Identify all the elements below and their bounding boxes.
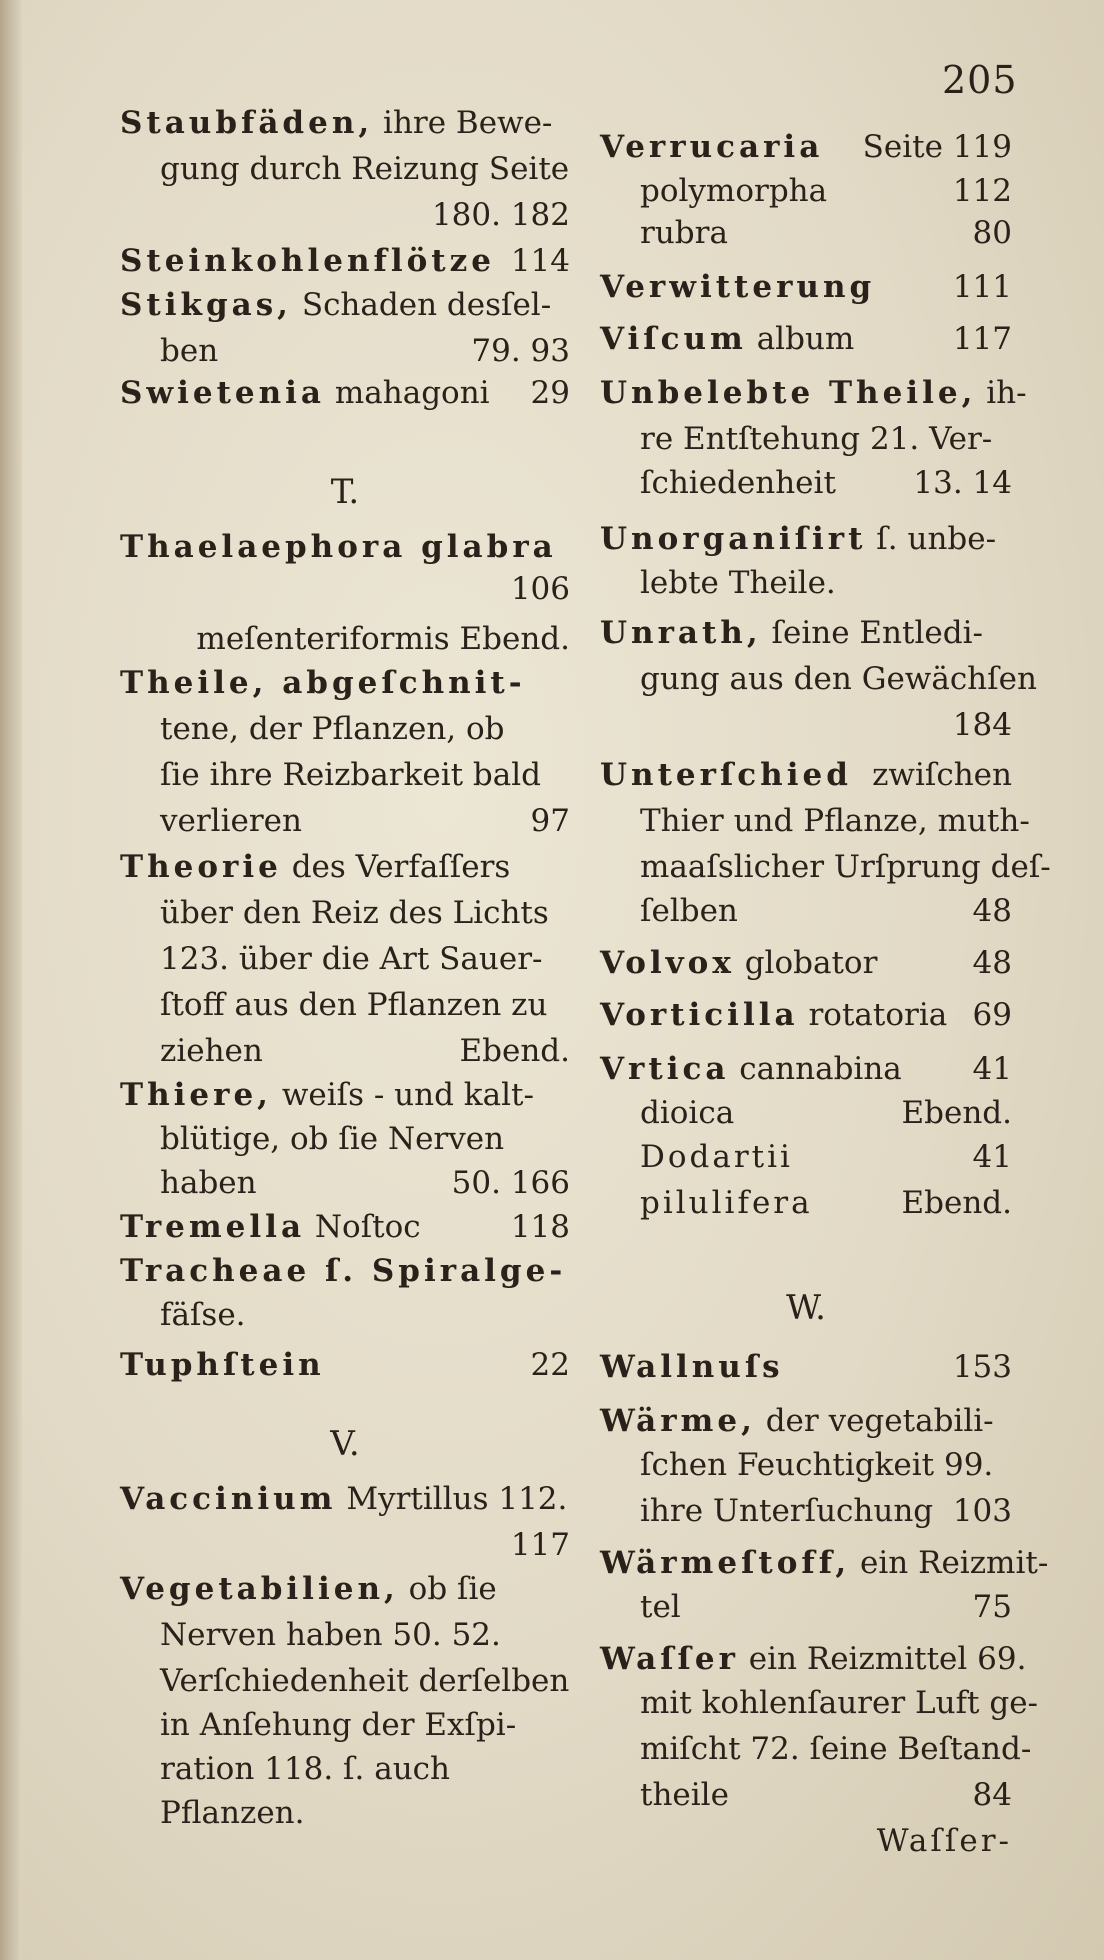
entry-line: ihre Unterſuchung 103 [640,1493,1012,1529]
entry-line: 106 [510,571,570,607]
entry-unbelebte: Unbelebte Theile, ih- [600,375,1027,411]
entry-line: lebte Theile. [640,565,836,601]
entry-line: gung aus den Gewächſen [640,661,1037,697]
entry-line: miſcht 72. ſeine Beſtand- [640,1731,1032,1767]
entry-vaccinium: Vaccinium Myrtillus 112. [120,1481,568,1517]
entry-line: gung durch Reizung Seite [160,151,570,187]
entry-line: ziehen Ebend. [160,1033,570,1069]
entry-viscum: Viſcum album 117 [600,321,1012,357]
entry-tremella: Tremella Noſtoc 118 [120,1209,570,1245]
entry-line: Nerven haben 50. 52. [160,1617,501,1653]
entry-line: maaſslicher Urſprung deſ- [640,849,1051,885]
entry-line: blütige, ob ſie Nerven [160,1121,505,1157]
entry-line: Pflanzen. [160,1795,305,1831]
entry-tracheae: Tracheae ſ. Spiralge- [120,1253,567,1289]
entry-dodartii: Dodartii 41 [640,1139,1012,1175]
entry-line: ration 118. ſ. auch [160,1751,450,1787]
entry-line: Thier und Pflanze, muth- [640,803,1030,839]
entry-line: ſelben 48 [640,893,1012,929]
catchword: Waſſer- [876,1823,1012,1859]
entry-volvox: Volvox globator 48 [600,945,1012,981]
page-spine-shadow [0,0,22,1960]
entry-line: ſie ihre Reizbarkeit bald [160,757,542,793]
entry-line: 117 [510,1527,570,1563]
entry-wallnuss: Wallnuſs 153 [600,1349,1012,1385]
entry-unorganisirt: Unorganiſirt ſ. unbe- [600,521,997,557]
entry-polymorpha: polymorpha 112 [640,173,1012,209]
entry-dioica: dioica Ebend. [640,1095,1012,1131]
entry-vorticilla: Vorticilla rotatoria 69 [600,997,1012,1033]
entry-stikgas: Stikgas, Schaden desſel- [120,287,552,323]
entry-line: ſchen Feuchtigkeit 99. [640,1447,994,1483]
entry-line: ben 79. 93 [160,333,570,369]
entry-line: tel 75 [640,1589,1012,1625]
entry-line: in Anſehung der Exſpi- [160,1707,517,1743]
entry-line: 123. über die Art Sauer- [160,941,543,977]
entry-line: theile 84 [640,1777,1012,1813]
page-number: 205 [942,58,1018,102]
entry-line: re Entſtehung 21. Ver- [640,421,993,457]
section-heading-w: W. [786,1288,826,1328]
entry-line: über den Reiz des Lichts [160,895,549,931]
entry-staubfaeden: Staubfäden, ihre Bewe- [120,105,553,141]
entry-thaelaephora: Thaelaephora glabra [120,529,557,565]
section-heading-t: T. [330,472,360,512]
entry-line: tene, der Pflanzen, ob [160,711,505,747]
entry-tuphstein: Tuphſtein 22 [120,1347,570,1383]
entry-theorie: Theorie des Verfaſſers [120,849,511,885]
entry-unrath: Unrath, ſeine Entledi- [600,615,983,651]
entry-verrucaria: Verrucaria Seite 119 [600,129,1012,165]
entry-waerme: Wärme, der vegetabili- [600,1403,994,1439]
entry-line: 180. 182 [431,197,570,233]
entry-swietenia: Swietenia mahagoni 29 [120,375,570,411]
entry-line: 184 [952,707,1012,743]
entry-waermestoff: Wärmeſtoff, ein Reizmit- [600,1545,1049,1581]
entry-line: verlieren 97 [160,803,570,839]
entry-rubra: rubra 80 [640,215,1012,251]
entry-vrtica: Vrtica cannabina 41 [600,1051,1012,1087]
entry-vegetabilien: Vegetabilien, ob ſie [120,1571,497,1607]
entry-line: fäſse. [160,1297,246,1333]
entry-line: Verſchiedenheit derſelben [160,1663,570,1699]
entry-line: mit kohlenſaurer Luft ge- [640,1685,1039,1721]
entry-line: ſtoff aus den Pflanzen zu [160,987,548,1023]
entry-thiere: Thiere, weiſs - und kalt- [120,1077,534,1113]
entry-verwitterung: Verwitterung 111 [600,269,1012,305]
entry-unterschied: Unterſchied zwiſchen [600,757,1012,793]
entry-line: haben 50. 166 [160,1165,570,1201]
entry-mesenteriformis: meſenteriformis Ebend. [196,621,570,657]
entry-wasser: Waſſer ein Reizmittel 69. [600,1641,1027,1677]
section-heading-v: V. [330,1424,360,1464]
entry-pilulifera: pilulifera Ebend. [640,1185,1012,1221]
entry-line: ſchiedenheit 13. 14 [640,465,1012,501]
entry-steinkohlen: Steinkohlenflötze 114 [120,243,570,279]
entry-theile: Theile, abgeſchnit- [120,665,526,701]
